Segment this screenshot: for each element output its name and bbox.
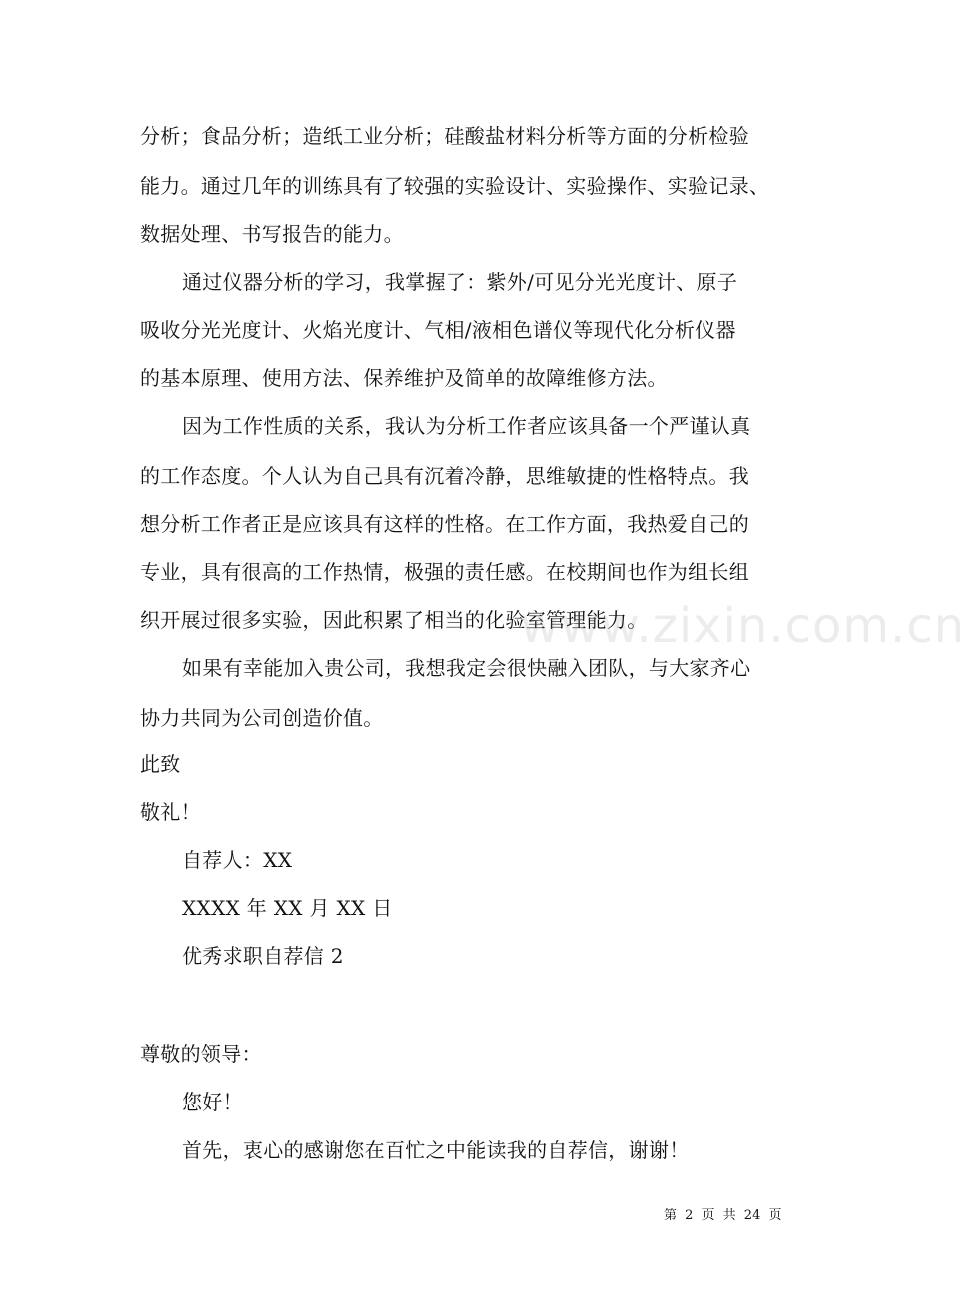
text-line: 能力。通过几年的训练具有了较强的实验设计、实验操作、实验记录、 xyxy=(140,174,770,198)
closing-regards: 敬礼！ xyxy=(140,800,201,824)
text-line: 分析；食品分析；造纸工业分析；硅酸盐材料分析等方面的分析检验 xyxy=(140,124,749,148)
watermark: www.zixin.com.cn xyxy=(520,598,965,654)
text-line: 吸收分光光度计、火焰光度计、气相/液相色谱仪等现代化分析仪器 xyxy=(140,318,736,342)
text-line: 的工作态度。个人认为自己具有沉着冷静，思维敏捷的性格特点。我 xyxy=(140,464,749,488)
signature-line: 自荐人：XX xyxy=(182,848,293,872)
text-line: 想分析工作者正是应该具有这样的性格。在工作方面，我热爱自己的 xyxy=(140,512,749,536)
text-line: 您好！ xyxy=(182,1090,243,1114)
text-line: 数据处理、书写报告的能力。 xyxy=(140,222,404,246)
greeting: 尊敬的领导： xyxy=(140,1042,262,1066)
text-line: 协力共同为公司创造价值。 xyxy=(140,706,384,730)
closing-salutation: 此致 xyxy=(140,752,181,776)
text-line: 首先，衷心的感谢您在百忙之中能读我的自荐信，谢谢！ xyxy=(182,1138,690,1162)
text-line: 如果有幸能加入贵公司，我想我定会很快融入团队，与大家齐心 xyxy=(182,656,751,680)
text-line: 因为工作性质的关系，我认为分析工作者应该具备一个严谨认真 xyxy=(182,414,751,438)
text-line: 专业，具有很高的工作热情，极强的责任感。在校期间也作为组长组 xyxy=(140,560,749,584)
text-line: 通过仪器分析的学习，我掌握了：紫外/可见分光光度计、原子 xyxy=(182,270,738,294)
date-line: XXXX 年 XX 月 XX 日 xyxy=(182,896,393,920)
text-line: 织开展过很多实验，因此积累了相当的化验室管理能力。 xyxy=(140,608,648,632)
section-title: 优秀求职自荐信 2 xyxy=(182,944,344,968)
page-footer: 第 2 页 共 24 页 xyxy=(664,1208,782,1223)
text-line: 的基本原理、使用方法、保养维护及简单的故障维修方法。 xyxy=(140,366,668,390)
